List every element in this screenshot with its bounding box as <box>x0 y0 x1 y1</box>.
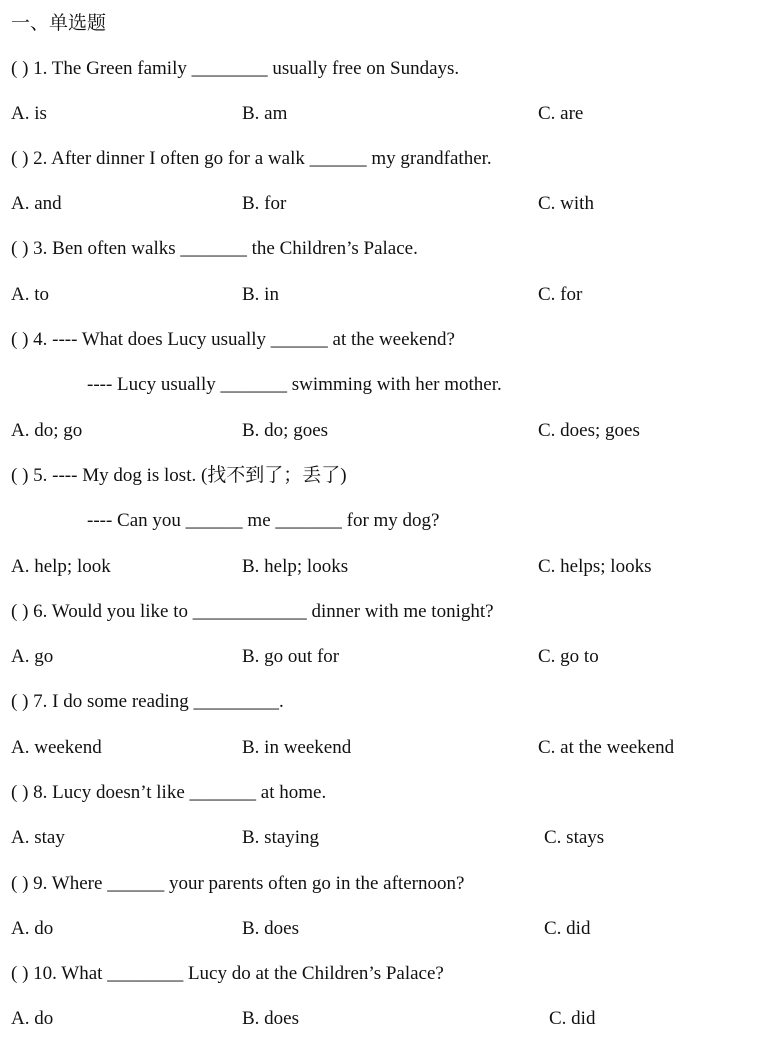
question-3-option-c: C. for <box>538 284 583 305</box>
question-4-stem-line-2: ---- Lucy usually _______ swimming with her mother. <box>87 374 502 395</box>
question-6-option-b: B. go out for <box>242 646 340 667</box>
question-2-option-c: C. with <box>538 193 594 214</box>
question-5-option-a: A. help; look <box>11 556 111 577</box>
question-5-stem-line-2: ---- Can you ______ me _______ for my dog? <box>87 510 440 531</box>
question-10-stem: ( ) 10. What ________ Lucy do at the Children’s Palace? <box>11 963 444 984</box>
question-6-option-a: A. go <box>11 646 54 667</box>
question-9-option-c: C. did <box>544 918 591 939</box>
question-4-option-b: B. do; goes <box>242 420 329 441</box>
question-6-option-c: C. go to <box>538 646 599 667</box>
question-5-option-b: B. help; looks <box>242 556 349 577</box>
question-5-stem: ( ) 5. ---- My dog is lost. (找不到了；丢了) <box>11 465 347 486</box>
question-8-option-c: C. stays <box>544 827 605 848</box>
question-1-option-c: C. are <box>538 103 584 124</box>
question-7-option-a: A. weekend <box>11 737 102 758</box>
question-10-option-b: B. does <box>242 1008 299 1029</box>
question-7-stem: ( ) 7. I do some reading _________. <box>11 691 284 712</box>
question-7-option-b: B. in weekend <box>242 737 352 758</box>
question-3-option-b: B. in <box>242 284 279 305</box>
question-2-option-b: B. for <box>242 193 287 214</box>
question-10-option-c: C. did <box>549 1008 596 1029</box>
question-5-option-c: C. helps; looks <box>538 556 652 577</box>
section-title: 一、单选题 <box>11 12 107 34</box>
question-1-stem: ( ) 1. The Green family ________ usually free on Sundays. <box>11 58 460 79</box>
question-4-option-c: C. does; goes <box>538 420 640 441</box>
question-2-option-a: A. and <box>11 193 62 214</box>
question-4-stem: ( ) 4. ---- What does Lucy usually ______ at the weekend? <box>11 329 455 350</box>
question-9-option-b: B. does <box>242 918 299 939</box>
question-9-option-a: A. do <box>11 918 54 939</box>
question-8-stem: ( ) 8. Lucy doesn’t like _______ at home. <box>11 782 327 803</box>
question-2-stem: ( ) 2. After dinner I often go for a walk ______ my grandfather. <box>11 148 492 169</box>
question-4-option-a: A. do; go <box>11 420 83 441</box>
question-8-option-b: B. staying <box>242 827 320 848</box>
question-7-option-c: C. at the weekend <box>538 737 675 758</box>
question-6-stem: ( ) 6. Would you like to ____________ dinner with me tonight? <box>11 601 494 622</box>
question-3-stem: ( ) 3. Ben often walks _______ the Children’s Palace. <box>11 238 418 259</box>
question-8-option-a: A. stay <box>11 827 65 848</box>
question-3-option-a: A. to <box>11 284 49 305</box>
question-1-option-b: B. am <box>242 103 288 124</box>
question-9-stem: ( ) 9. Where ______ your parents often go in the afternoon? <box>11 873 465 894</box>
question-1-option-a: A. is <box>11 103 47 124</box>
question-10-option-a: A. do <box>11 1008 54 1029</box>
